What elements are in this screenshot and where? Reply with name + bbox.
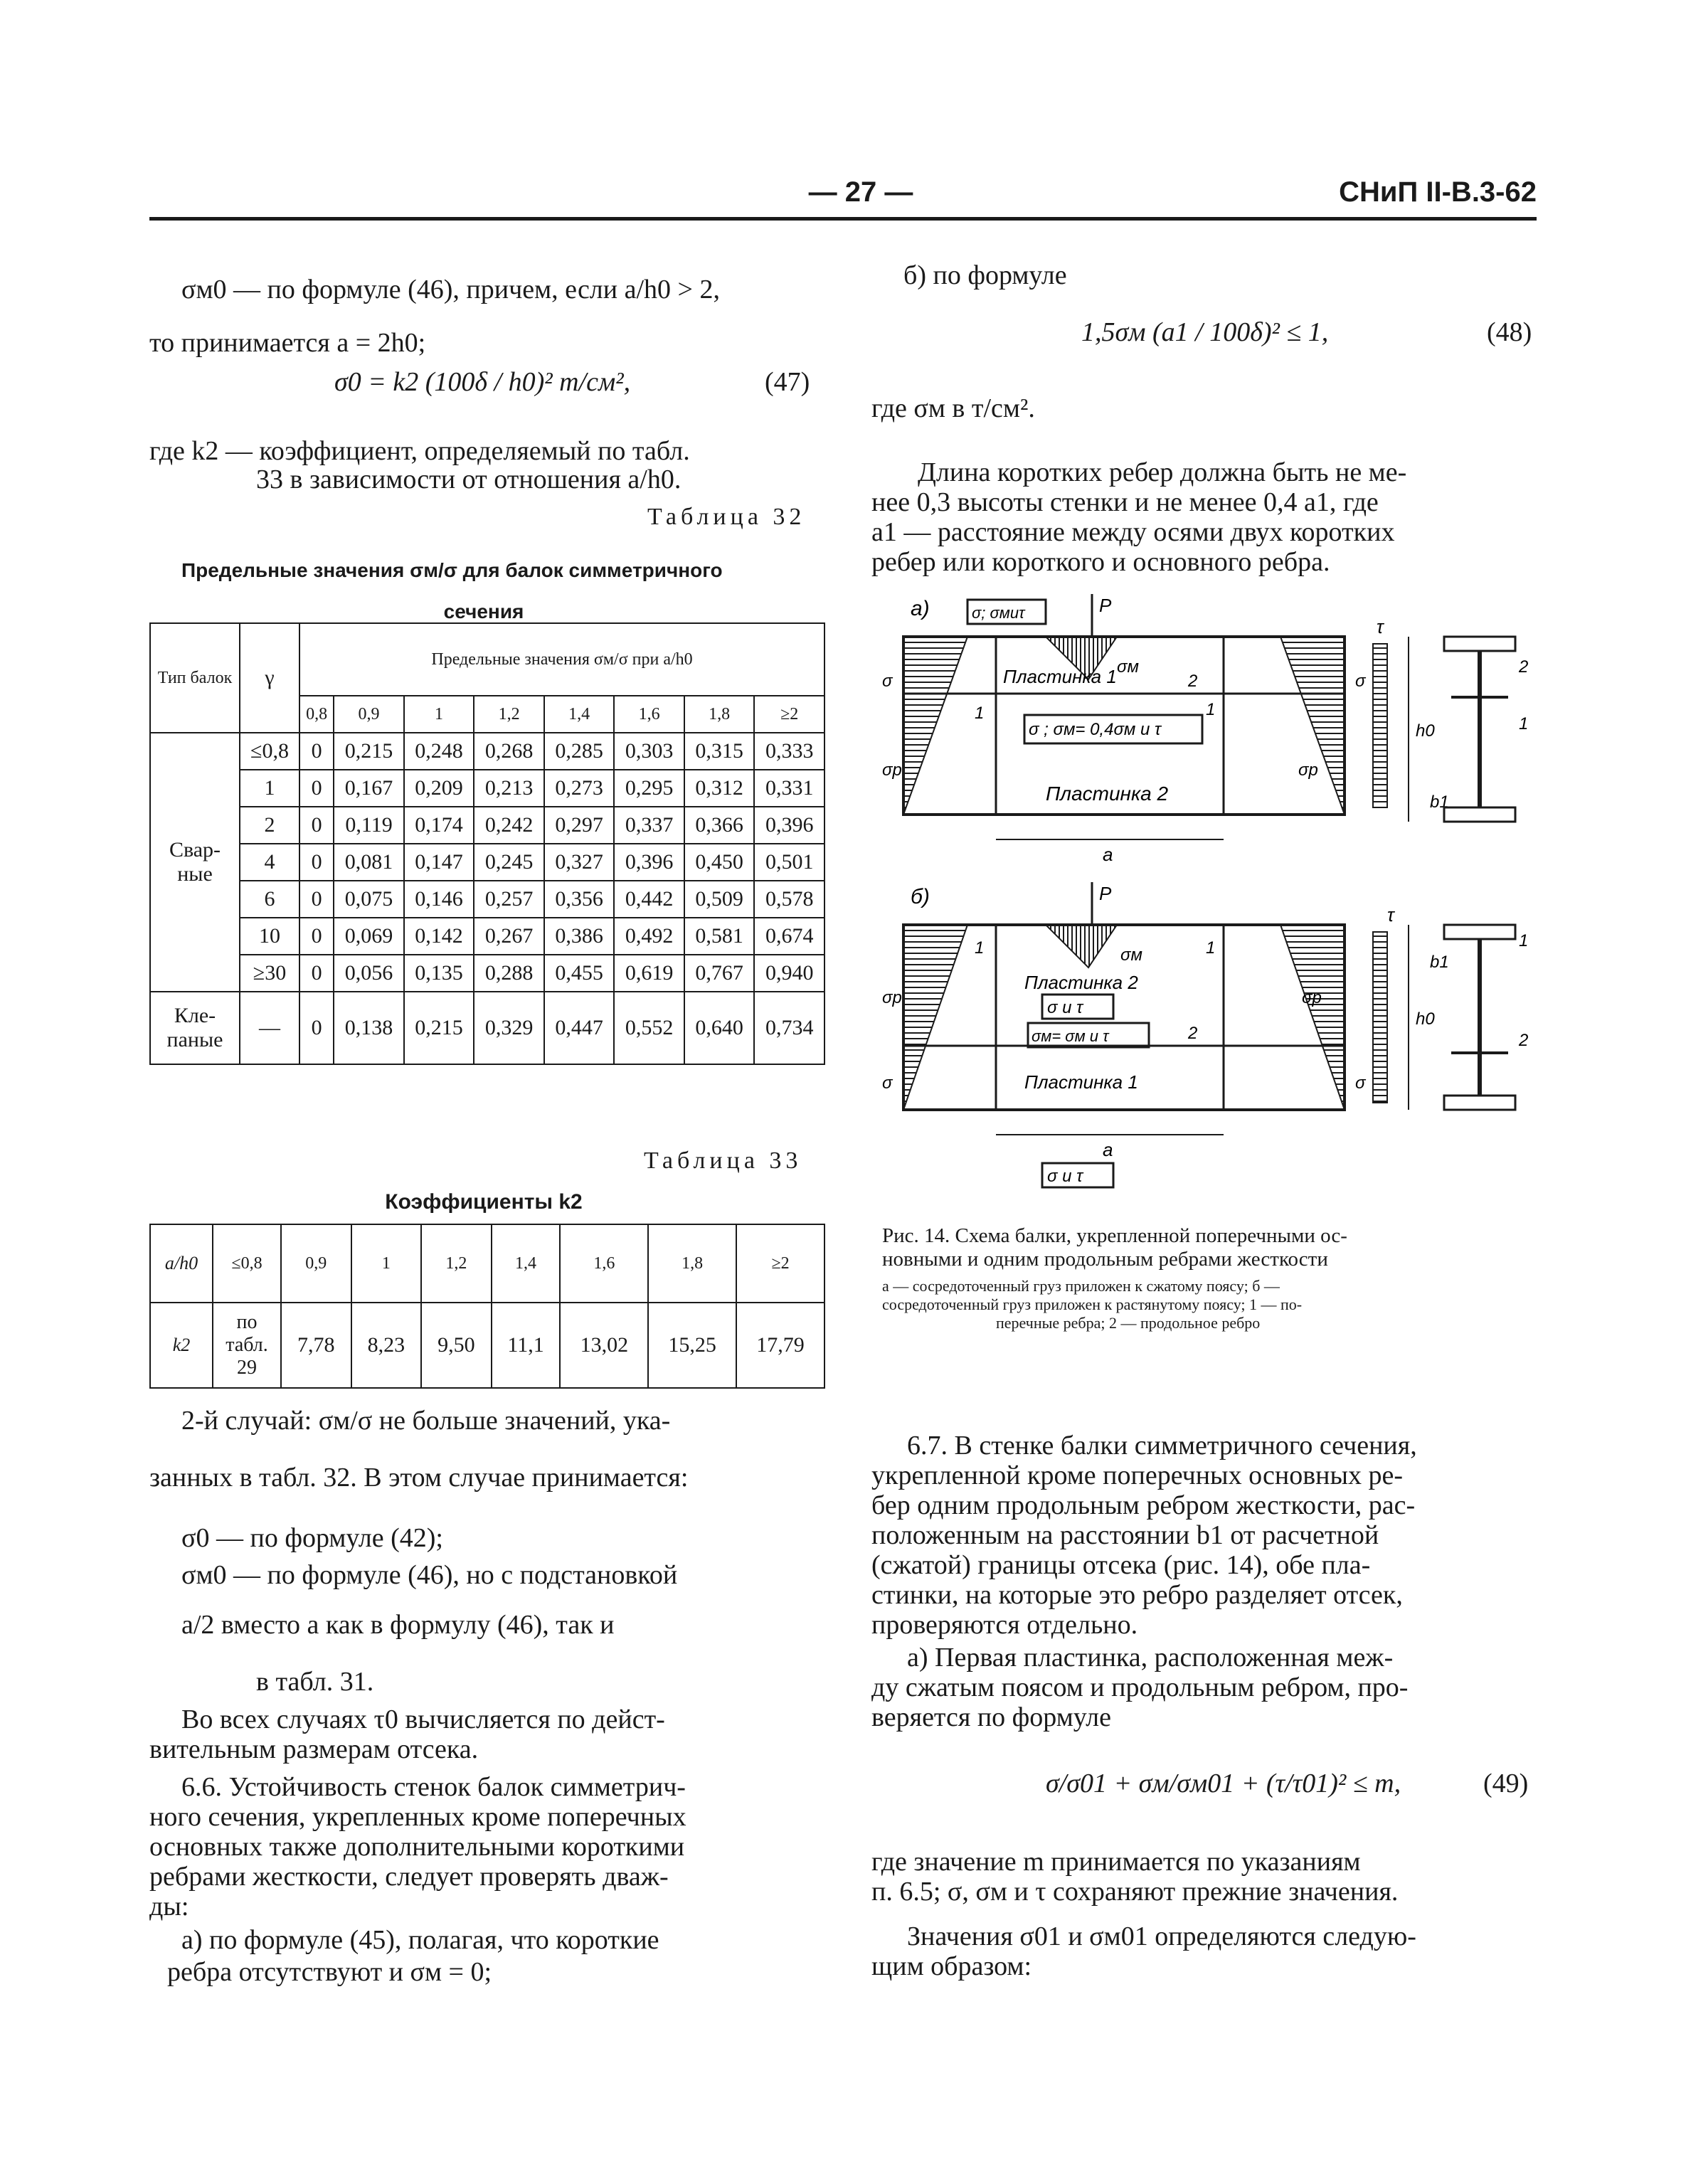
ratio-header: 1,2 — [474, 696, 544, 733]
table-cell: 0,333 — [754, 733, 824, 770]
table-cell: 0,295 — [614, 770, 684, 807]
gamma-cell: — — [240, 992, 299, 1064]
col-header: Тип балок — [150, 623, 240, 733]
text-line: Во всех случаях τ0 вычисляется по дейст- — [181, 1705, 665, 1734]
text-line: стинки, на которые это ребро разделяет отсек, — [871, 1580, 1403, 1610]
text-line: бер одним продольным ребром жесткости, рас- — [871, 1490, 1416, 1520]
text-line: в табл. 31. — [256, 1667, 374, 1697]
formula-47: σ0 = k2 (100δ / h0)² т/см², — [334, 367, 631, 397]
sigma-m-label: σм — [1117, 657, 1139, 677]
figure-14 — [882, 594, 1537, 1213]
text-line: a/2 вместо a как в формулу (46), так и — [181, 1610, 615, 1640]
table-cell: 0,135 — [404, 955, 474, 992]
text-line: (сжатой) границы отсека (рис. 14), обе пла- — [871, 1550, 1371, 1580]
load-label: P — [1099, 595, 1112, 616]
table-32-label: Таблица 32 — [647, 504, 806, 530]
text-line: σ0 — по формуле (42); — [181, 1523, 443, 1553]
table-cell: 0,356 — [544, 881, 615, 918]
figure-caption: новными и одним продольным ребрами жесткости — [882, 1248, 1328, 1271]
ratio-header: 1,2 — [421, 1224, 492, 1303]
text-line: щим образом: — [871, 1951, 1032, 1981]
table-cell: 0,285 — [544, 733, 615, 770]
text-line: Длина коротких ребер должна быть не ме- — [918, 457, 1407, 487]
table-cell: 0,273 — [544, 770, 615, 807]
sigma-p-label: σр — [882, 760, 902, 780]
rib-number: 2 — [1188, 672, 1198, 691]
sigma-label: σ — [882, 1074, 893, 1093]
formula-number: (47) — [765, 367, 810, 397]
sigma-p-label: σр — [1302, 988, 1322, 1007]
figure-caption: Рис. 14. Схема балки, укрепленной поперечными ос- — [882, 1224, 1347, 1247]
gamma-cell: 1 — [240, 770, 299, 807]
table-cell: 0,138 — [334, 992, 404, 1064]
scheme-b — [882, 882, 1528, 1187]
ratio-header: 1 — [351, 1224, 422, 1303]
gamma-cell: 10 — [240, 918, 299, 955]
table-cell: 15,25 — [648, 1303, 736, 1388]
text-line: п. 6.5; σ, σм и τ сохраняют прежние значения. — [871, 1877, 1399, 1907]
formula-number: (48) — [1487, 317, 1532, 347]
text-line: ребер или короткого и основного ребра. — [871, 547, 1330, 577]
table-row — [150, 881, 824, 918]
sigma-p-label: σр — [882, 988, 902, 1007]
text-line: a1 — расстояние между осями двух коротких — [871, 517, 1395, 547]
table-cell: 0,303 — [614, 733, 684, 770]
table-cell: 0,578 — [754, 881, 824, 918]
h0-label: h0 — [1416, 721, 1435, 741]
col-header: γ — [240, 623, 299, 733]
table-cell: 0,640 — [684, 992, 755, 1064]
table-cell: 0 — [299, 844, 334, 881]
text-line: нее 0,3 высоты стенки и не менее 0,4 a1, где — [871, 487, 1379, 517]
text-line: то принимается a = 2h0; — [149, 328, 426, 358]
ratio-header: 1,8 — [684, 696, 755, 733]
table-cell: 0 — [299, 733, 334, 770]
table-32-title: Предельные значения σм/σ для балок симметричного — [181, 559, 723, 581]
table-cell: 0,267 — [474, 918, 544, 955]
text-line: а) Первая пластинка, расположенная меж- — [907, 1643, 1394, 1673]
stress-box-text: σ; σмиτ — [972, 604, 1025, 622]
text-line: вительным размерам отсека. — [149, 1734, 479, 1764]
document-code: СНиП II-В.3-62 — [1339, 176, 1537, 208]
rib-number: 1 — [975, 704, 985, 723]
text-line: б) по формуле — [903, 260, 1067, 290]
text-line: где значение m принимается по указаниям — [871, 1847, 1361, 1877]
table-cell: 0,455 — [544, 955, 615, 992]
table-cell: 0,069 — [334, 918, 404, 955]
table-cell: 0,268 — [474, 733, 544, 770]
table-row — [150, 1303, 824, 1388]
ratio-header: 0,8 — [299, 696, 334, 733]
table-cell: 0,396 — [614, 844, 684, 881]
sigma-label: σ — [1355, 672, 1366, 691]
ratio-header: 1,4 — [492, 1224, 561, 1303]
dimension-a-label: a — [1103, 844, 1113, 865]
group-label: Свар-ные — [150, 733, 240, 992]
table-33-label: Таблица 33 — [644, 1147, 802, 1174]
table-row — [150, 992, 824, 1064]
rib-number: 1 — [1519, 714, 1529, 733]
text-line: 6.7. В стенке балки симметричного сечения, — [907, 1431, 1417, 1461]
table-32-title-cont: сечения — [443, 600, 524, 622]
text-line: ного сечения, укрепленных кроме поперечных — [149, 1802, 686, 1832]
table-cell: 0,056 — [334, 955, 404, 992]
table-row — [150, 844, 824, 881]
h0-label: h0 — [1416, 1009, 1435, 1029]
sigma-p-label: σр — [1298, 760, 1318, 780]
table-cell: 0,940 — [754, 955, 824, 992]
sigma-m-label: σм — [1120, 945, 1142, 965]
table-cell: 0,146 — [404, 881, 474, 918]
ratio-header: 1,4 — [544, 696, 615, 733]
formula-number: (49) — [1483, 1769, 1529, 1798]
table-cell: по табл. 29 — [213, 1303, 281, 1388]
stress-box-text: σ и τ — [1047, 1167, 1083, 1186]
table-cell: 0,331 — [754, 770, 824, 807]
ratio-header: 1,6 — [560, 1224, 648, 1303]
table-cell: 0,315 — [684, 733, 755, 770]
text-line: где k2 — коэффициент, определяемый по табл. — [149, 436, 690, 466]
table-33-title: Коэффициенты k2 — [385, 1190, 583, 1214]
table-cell: 0,215 — [404, 992, 474, 1064]
table-cell: 0,386 — [544, 918, 615, 955]
ratio-header: ≥2 — [754, 696, 824, 733]
table-cell: 0,213 — [474, 770, 544, 807]
table-cell: 0,297 — [544, 807, 615, 844]
table-cell: 0,509 — [684, 881, 755, 918]
table-cell: 0,447 — [544, 992, 615, 1064]
table-cell: 0,492 — [614, 918, 684, 955]
rib-number: 1 — [1519, 931, 1529, 950]
text-line: Значения σ01 и σм01 определяются следую- — [907, 1921, 1416, 1951]
table-cell: 0,167 — [334, 770, 404, 807]
table-cell: 0 — [299, 918, 334, 955]
table-cell: 0,242 — [474, 807, 544, 844]
ratio-header: 0,9 — [281, 1224, 351, 1303]
b1-label: b1 — [1430, 953, 1449, 972]
table-cell: 0,329 — [474, 992, 544, 1064]
text-line: ребра отсутствуют и σм = 0; — [167, 1957, 492, 1987]
ratio-header: 1 — [404, 696, 474, 733]
plate-1-label: Пластинка 1 — [1003, 666, 1117, 687]
gamma-cell: 6 — [240, 881, 299, 918]
text-line: положенным на расстоянии b1 от расчетной — [871, 1520, 1379, 1550]
text-line: основных также дополнительными короткими — [149, 1832, 685, 1862]
table-cell: 0,248 — [404, 733, 474, 770]
table-cell: 0,450 — [684, 844, 755, 881]
page-number: — 27 — — [808, 176, 913, 208]
table-cell: 0,581 — [684, 918, 755, 955]
rib-number: 1 — [1206, 938, 1216, 958]
text-line: занных в табл. 32. В этом случае принимается: — [149, 1463, 689, 1493]
table-cell: 13,02 — [560, 1303, 648, 1388]
table-cell: 0,081 — [334, 844, 404, 881]
table-cell: 0,142 — [404, 918, 474, 955]
table-cell: 0,501 — [754, 844, 824, 881]
table-cell: 9,50 — [421, 1303, 492, 1388]
text-line: ребрами жесткости, следует проверять дваж- — [149, 1862, 669, 1892]
table-cell: 11,1 — [492, 1303, 561, 1388]
table-cell: 0 — [299, 770, 334, 807]
label-b: б) — [911, 885, 930, 908]
plate-2-label: Пластинка 2 — [1046, 783, 1169, 805]
figure-legend: перечные ребра; 2 — продольное ребро — [996, 1314, 1261, 1332]
figure-legend: а — сосредоточенный груз приложен к сжатому поясу; б — — [882, 1277, 1280, 1295]
ratio-header: ≥2 — [736, 1224, 824, 1303]
text-line: где σм в т/см². — [871, 393, 1035, 423]
gamma-cell: 4 — [240, 844, 299, 881]
sigma-label: σ — [882, 672, 893, 691]
table-cell: 0 — [299, 955, 334, 992]
table-cell: 0 — [299, 881, 334, 918]
ratio-header: ≤0,8 — [213, 1224, 281, 1303]
table-cell: 0,312 — [684, 770, 755, 807]
rib-number: 2 — [1519, 1031, 1529, 1050]
table-cell: 0,674 — [754, 918, 824, 955]
table-row — [150, 918, 824, 955]
text-line: σм0 — по формуле (46), причем, если a/h0 > 2, — [181, 275, 720, 304]
table-cell: 0,174 — [404, 807, 474, 844]
table-cell: 0,396 — [754, 807, 824, 844]
table-cell: 0,552 — [614, 992, 684, 1064]
gamma-cell: ≤0,8 — [240, 733, 299, 770]
col-header: Предельные значения σм/σ при a/h0 — [299, 623, 824, 696]
table-cell: 17,79 — [736, 1303, 824, 1388]
tau-label: τ — [1377, 616, 1384, 637]
table-row — [150, 807, 824, 844]
table-cell: 0 — [299, 992, 334, 1064]
table-cell: 0,119 — [334, 807, 404, 844]
beam-scheme-diagram — [882, 594, 1537, 1213]
table-cell: 0,327 — [544, 844, 615, 881]
table-33 — [149, 1224, 825, 1389]
table-cell: 0,075 — [334, 881, 404, 918]
b1-label: b1 — [1430, 793, 1449, 812]
text-line: ду сжатым поясом и продольным ребром, про- — [871, 1673, 1409, 1702]
ratio-header: 0,9 — [334, 696, 404, 733]
table-cell: 0,442 — [614, 881, 684, 918]
table-cell: 0,734 — [754, 992, 824, 1064]
text-line: 2-й случай: σм/σ не больше значений, ука- — [181, 1406, 671, 1436]
text-line: а) по формуле (45), полагая, что короткие — [181, 1925, 659, 1955]
table-row — [150, 955, 824, 992]
row-header: k2 — [150, 1303, 213, 1388]
group-label: Кле-паные — [150, 992, 240, 1064]
table-cell: 0,337 — [614, 807, 684, 844]
text-line: 6.6. Устойчивость стенок балок симметрич- — [181, 1772, 686, 1802]
rib-number: 1 — [975, 938, 985, 958]
sigma-label: σ — [1355, 1074, 1366, 1093]
table-row — [150, 1224, 824, 1303]
ratio-header: 1,8 — [648, 1224, 736, 1303]
stress-box-text: σ ; σм= 0,4σм и τ — [1029, 720, 1162, 739]
label-a: а) — [911, 597, 930, 620]
table-row — [150, 770, 824, 807]
gamma-cell: 2 — [240, 807, 299, 844]
table-cell: 0,245 — [474, 844, 544, 881]
table-32 — [149, 622, 825, 1065]
tau-label: τ — [1387, 904, 1394, 926]
table-cell: 8,23 — [351, 1303, 422, 1388]
text-line: проверяются отдельно. — [871, 1610, 1138, 1640]
text-line: 33 в зависимости от отношения a/h0. — [256, 465, 682, 494]
row-header: a/h0 — [150, 1224, 213, 1303]
dimension-a-label: a — [1103, 1139, 1113, 1160]
table-cell: 0,366 — [684, 807, 755, 844]
rib-number: 1 — [1206, 700, 1216, 719]
table-cell: 7,78 — [281, 1303, 351, 1388]
stress-box-text: σм= σм и τ — [1032, 1027, 1109, 1045]
table-cell: 0,209 — [404, 770, 474, 807]
scheme-a — [882, 594, 1528, 865]
table-cell: 0 — [299, 807, 334, 844]
formula-48: 1,5σм (a1 / 100δ)² ≤ 1, — [1081, 317, 1329, 347]
table-cell: 0,288 — [474, 955, 544, 992]
ratio-header: 1,6 — [614, 696, 684, 733]
gamma-cell: ≥30 — [240, 955, 299, 992]
formula-49: σ/σ01 + σм/σм01 + (τ/τ01)² ≤ m, — [1046, 1769, 1401, 1798]
text-line: укрепленной кроме поперечных основных ре- — [871, 1461, 1404, 1490]
text-line: веряется по формуле — [871, 1702, 1111, 1732]
table-cell: 0,619 — [614, 955, 684, 992]
text-line: σм0 — по формуле (46), но с подстановкой — [181, 1560, 678, 1590]
figure-legend: сосредоточенный груз приложен к растянутому поясу; 1 — по- — [882, 1295, 1303, 1313]
load-label: P — [1099, 883, 1112, 904]
rib-number: 2 — [1519, 657, 1529, 677]
plate-2-label: Пластинка 2 — [1024, 972, 1138, 993]
table-cell: 0,147 — [404, 844, 474, 881]
table-row — [150, 733, 824, 770]
stress-box-text: σ и τ — [1047, 998, 1083, 1017]
table-cell: 0,257 — [474, 881, 544, 918]
rib-number: 2 — [1188, 1024, 1198, 1043]
table-cell: 0,215 — [334, 733, 404, 770]
text-line: ды: — [149, 1892, 189, 1921]
header-rule — [149, 217, 1537, 221]
table-cell: 0,767 — [684, 955, 755, 992]
plate-1-label: Пластинка 1 — [1024, 1071, 1138, 1093]
